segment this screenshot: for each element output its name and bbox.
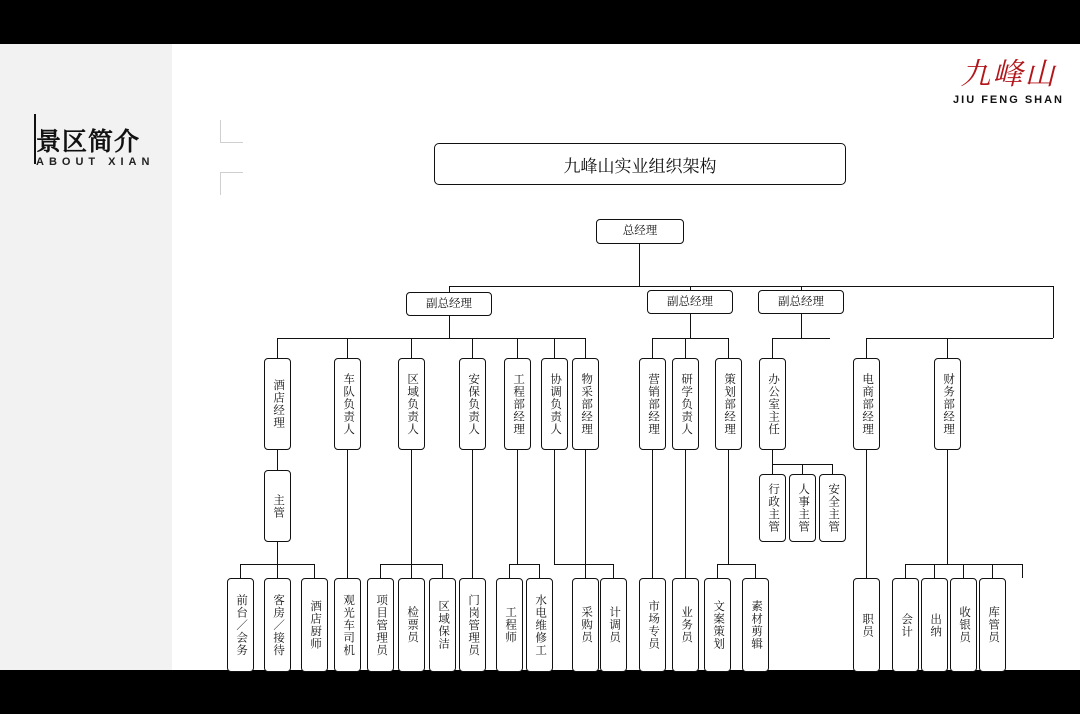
- connector: [866, 338, 1053, 339]
- connector: [905, 564, 906, 578]
- node-video-editor[interactable]: [742, 578, 769, 672]
- node-label: 策划部经理: [723, 372, 736, 436]
- node-hotel-manager[interactable]: [264, 358, 291, 450]
- node-security-lead[interactable]: [459, 358, 486, 450]
- connector: [472, 338, 473, 358]
- connector: [772, 338, 773, 358]
- node-label: 区域保洁: [437, 600, 450, 650]
- node-vp-2[interactable]: [647, 290, 733, 314]
- connector: [517, 338, 518, 358]
- node-label: 行政主管: [767, 483, 780, 533]
- node-salesperson[interactable]: [672, 578, 699, 672]
- node-warehouse-keeper[interactable]: [979, 578, 1006, 672]
- node-study-tour-lead[interactable]: [672, 358, 699, 450]
- node-label: 车队负责人: [342, 372, 355, 436]
- node-label: 客房／接待: [272, 593, 285, 657]
- logo: [953, 57, 1064, 106]
- node-label: 工程师: [504, 606, 517, 644]
- connector: [728, 450, 729, 564]
- connector: [652, 338, 728, 339]
- node-area-lead[interactable]: [398, 358, 425, 450]
- node-fleet-lead[interactable]: [334, 358, 361, 450]
- connector: [1053, 286, 1054, 338]
- node-label: 采购员: [580, 606, 593, 644]
- connector: [772, 464, 773, 474]
- corner-mark-bottom-left: [220, 172, 243, 195]
- connector: [585, 338, 586, 358]
- node-label: 安全主管: [827, 483, 840, 533]
- node-finance-manager[interactable]: [934, 358, 961, 450]
- node-area-cleaning[interactable]: [429, 578, 456, 672]
- corner-mark-top-left: [220, 120, 243, 143]
- node-label: 酒店厨师: [309, 600, 322, 650]
- chart-title: 九峰山实业组织架构: [563, 156, 717, 176]
- node-label: 区域负责人: [406, 372, 419, 436]
- connector: [277, 338, 585, 339]
- connector: [277, 564, 278, 578]
- node-market-specialist[interactable]: [639, 578, 666, 672]
- slide: [0, 44, 1080, 670]
- connector: [449, 286, 1053, 287]
- node-label: 工程部经理: [512, 372, 525, 436]
- logo-subtitle: JIU FENG SHAN: [953, 94, 1064, 106]
- node-label: 前台／会务: [235, 593, 248, 657]
- node-accountant[interactable]: [892, 578, 919, 672]
- node-admin-supervisor[interactable]: [759, 474, 786, 542]
- sidebar-title: 景区简介: [36, 128, 141, 156]
- chart-title-box: [434, 143, 846, 185]
- connector: [639, 244, 640, 286]
- node-label: 库管员: [987, 606, 1000, 644]
- connector: [347, 338, 348, 358]
- node-planning-manager[interactable]: [715, 358, 742, 450]
- node-label: 项目管理员: [375, 593, 388, 657]
- node-label: 收银员: [958, 606, 971, 644]
- node-label: 协调负责人: [549, 372, 562, 436]
- connector: [347, 450, 348, 578]
- node-hr-supervisor[interactable]: [789, 474, 816, 542]
- node-cashier-out[interactable]: [921, 578, 948, 672]
- logo-mark: 九峰山: [960, 57, 1057, 92]
- connector: [717, 564, 718, 578]
- connector: [947, 450, 948, 564]
- connector: [554, 564, 613, 565]
- connector: [652, 338, 653, 358]
- node-label: 研学负责人: [680, 372, 693, 436]
- node-label: 财务部经理: [942, 372, 955, 436]
- node-office-director[interactable]: [759, 358, 786, 450]
- connector: [472, 450, 473, 578]
- connector: [866, 338, 867, 358]
- connector: [380, 564, 381, 578]
- connector: [554, 338, 555, 358]
- node-label: 职员: [861, 612, 874, 638]
- node-supervisor[interactable]: [264, 470, 291, 542]
- connector: [277, 450, 278, 470]
- connector: [832, 464, 833, 474]
- node-label: 人事主管: [797, 483, 810, 533]
- node-label: 营销部经理: [647, 372, 660, 436]
- connector: [509, 564, 539, 565]
- node-label: 办公室主任: [767, 372, 780, 436]
- node-procurement-manager[interactable]: [572, 358, 599, 450]
- node-label: 电商部经理: [861, 372, 874, 436]
- node-maintenance-worker[interactable]: [526, 578, 553, 672]
- node-label: 水电维修工: [534, 593, 547, 657]
- node-coordination-lead[interactable]: [541, 358, 568, 450]
- node-label: 观光车司机: [342, 593, 355, 657]
- node-label: 会计: [900, 612, 913, 638]
- connector: [947, 338, 948, 358]
- connector: [801, 314, 802, 338]
- node-front-desk[interactable]: [227, 578, 254, 672]
- connector: [685, 450, 686, 578]
- connector: [866, 450, 867, 578]
- node-root[interactable]: [596, 219, 684, 244]
- connector: [772, 338, 830, 339]
- node-label: 文案策划: [712, 600, 725, 650]
- connector: [728, 338, 729, 358]
- node-project-admin[interactable]: [367, 578, 394, 672]
- node-label: 副总经理: [667, 295, 713, 308]
- connector: [755, 564, 756, 578]
- node-marketing-manager[interactable]: [639, 358, 666, 450]
- connector: [277, 542, 278, 564]
- node-ecommerce-manager[interactable]: [853, 358, 880, 450]
- node-vp-3[interactable]: [758, 290, 844, 314]
- node-label: 安保负责人: [467, 372, 480, 436]
- connector: [509, 564, 510, 578]
- node-engineer[interactable]: [496, 578, 523, 672]
- connector: [314, 564, 315, 578]
- node-label: 酒店经理: [272, 379, 285, 429]
- connector: [411, 338, 412, 358]
- node-label: 主管: [272, 493, 285, 519]
- node-label: 检票员: [406, 606, 419, 644]
- connector: [277, 338, 278, 358]
- connector: [539, 564, 540, 578]
- node-label: 物采部经理: [580, 372, 593, 436]
- connector: [411, 450, 412, 564]
- node-label: 素材剪辑: [750, 600, 763, 650]
- node-label: 出纳: [929, 612, 942, 638]
- connector: [772, 450, 773, 464]
- node-buyer[interactable]: [572, 578, 599, 672]
- connector: [411, 564, 412, 578]
- connector: [449, 316, 450, 338]
- connector: [1022, 564, 1023, 578]
- connector: [652, 450, 653, 578]
- connector: [685, 338, 686, 358]
- connector: [442, 564, 443, 578]
- node-label: 副总经理: [778, 295, 824, 308]
- node-label: 计调员: [608, 606, 621, 644]
- node-safety-supervisor[interactable]: [819, 474, 846, 542]
- node-staff[interactable]: [853, 578, 880, 672]
- connector: [802, 464, 803, 474]
- node-ticket-checker[interactable]: [398, 578, 425, 672]
- connector: [934, 564, 935, 578]
- node-label: 门岗管理员: [467, 593, 480, 657]
- connector: [690, 314, 691, 338]
- sidebar-subtitle: ABOUT XIAN: [36, 156, 155, 168]
- connector: [963, 564, 964, 578]
- node-housekeeping[interactable]: [264, 578, 291, 672]
- node-dispatcher[interactable]: [600, 578, 627, 672]
- connector: [585, 450, 586, 578]
- sidebar-panel: [0, 44, 172, 670]
- connector: [517, 450, 518, 564]
- node-cashier[interactable]: [950, 578, 977, 672]
- connector: [992, 564, 993, 578]
- node-engineering-manager[interactable]: [504, 358, 531, 450]
- node-label: 总经理: [622, 225, 658, 238]
- connector: [717, 564, 755, 565]
- node-shuttle-driver[interactable]: [334, 578, 361, 672]
- node-label: 业务员: [680, 606, 693, 644]
- connector: [613, 564, 614, 578]
- node-copywriter[interactable]: [704, 578, 731, 672]
- node-label: 市场专员: [647, 600, 660, 650]
- node-hotel-chef[interactable]: [301, 578, 328, 672]
- org-chart-area: [172, 44, 1080, 670]
- node-gate-admin[interactable]: [459, 578, 486, 672]
- node-label: 副总经理: [426, 297, 472, 310]
- connector: [240, 564, 241, 578]
- node-vp-1[interactable]: [406, 292, 492, 316]
- connector: [554, 450, 555, 564]
